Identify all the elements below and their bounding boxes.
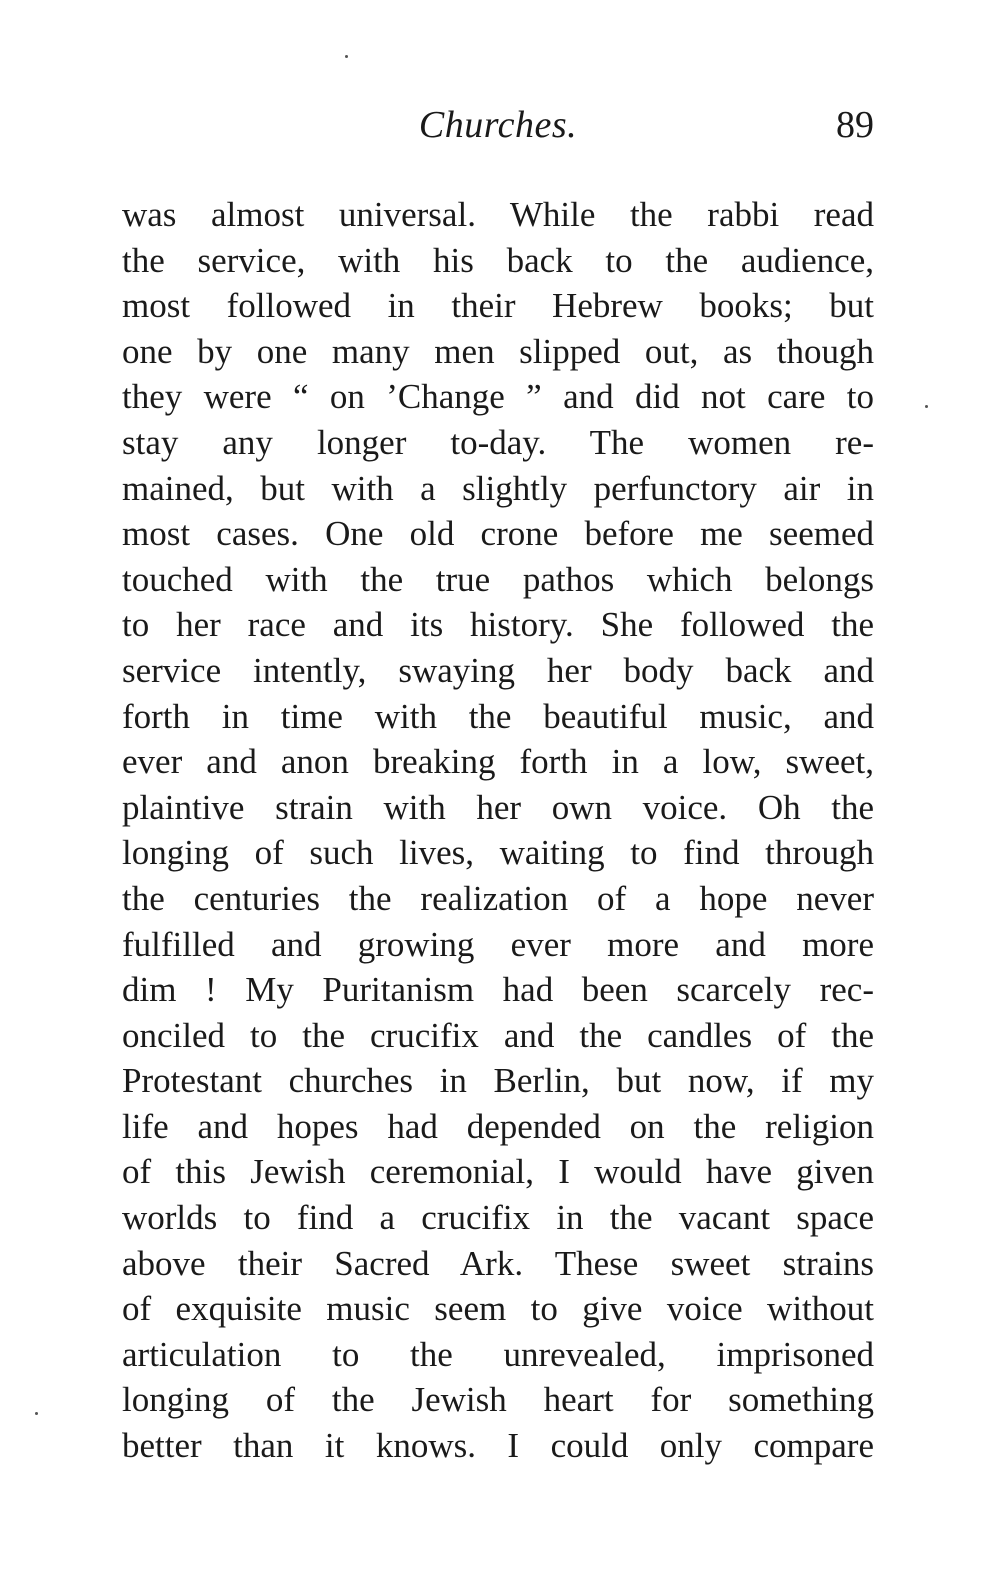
text-line: most followed in their Hebrew books; but	[122, 286, 874, 326]
page-number: 89	[836, 104, 874, 146]
print-speck	[345, 55, 348, 58]
text-line: plaintive strain with her own voice. Oh the	[122, 787, 874, 827]
text-line: to her race and its history. She followed the	[122, 605, 874, 645]
text-line: forth in time with the beautiful music, and	[122, 696, 874, 736]
text-line: longing of such lives, waiting to find through	[122, 833, 874, 873]
print-speck	[35, 1412, 38, 1415]
text-line: ever and anon breaking forth in a low, sweet,	[122, 742, 874, 782]
text-line: dim ! My Puritanism had been scarcely rec-	[122, 970, 874, 1010]
print-speck	[925, 405, 928, 408]
text-line: they were “ on ’Change ” and did not care to	[122, 377, 874, 417]
text-line: life and hopes had depended on the religion	[122, 1106, 874, 1146]
text-line: mained, but with a slightly perfunctory air in	[122, 468, 874, 508]
body-text	[122, 192, 874, 1469]
text-line: onciled to the crucifix and the candles of the	[122, 1015, 874, 1055]
text-line: above their Sacred Ark. These sweet strains	[122, 1243, 874, 1283]
text-line: of exquisite music seem to give voice without	[122, 1289, 874, 1329]
text-line: better than it knows. I could only compare	[122, 1426, 874, 1466]
text-line: worlds to find a crucifix in the vacant space	[122, 1198, 874, 1238]
text-line: was almost universal. While the rabbi read	[122, 195, 874, 234]
text-line: of this Jewish ceremonial, I would have given	[122, 1152, 874, 1192]
text-line: the service, with his back to the audience,	[122, 240, 874, 280]
text-line: Protestant churches in Berlin, but now, if my	[122, 1061, 874, 1101]
text-line: most cases. One old crone before me seemed	[122, 514, 874, 554]
text-line: the centuries the realization of a hope never	[122, 878, 874, 918]
running-title: Churches.	[418, 104, 578, 146]
text-line: stay any longer to-day. The women re-	[122, 422, 874, 462]
text-line: touched with the true pathos which belongs	[122, 559, 874, 599]
running-head	[122, 100, 874, 150]
text-line: service intently, swaying her body back and	[122, 650, 874, 690]
text-line: one by one many men slipped out, as though	[122, 331, 874, 371]
text-line: longing of the Jewish heart for something	[122, 1380, 874, 1420]
text-line: articulation to the unrevealed, imprisoned	[122, 1334, 874, 1374]
text-line: fulfilled and growing ever more and more	[122, 924, 874, 964]
